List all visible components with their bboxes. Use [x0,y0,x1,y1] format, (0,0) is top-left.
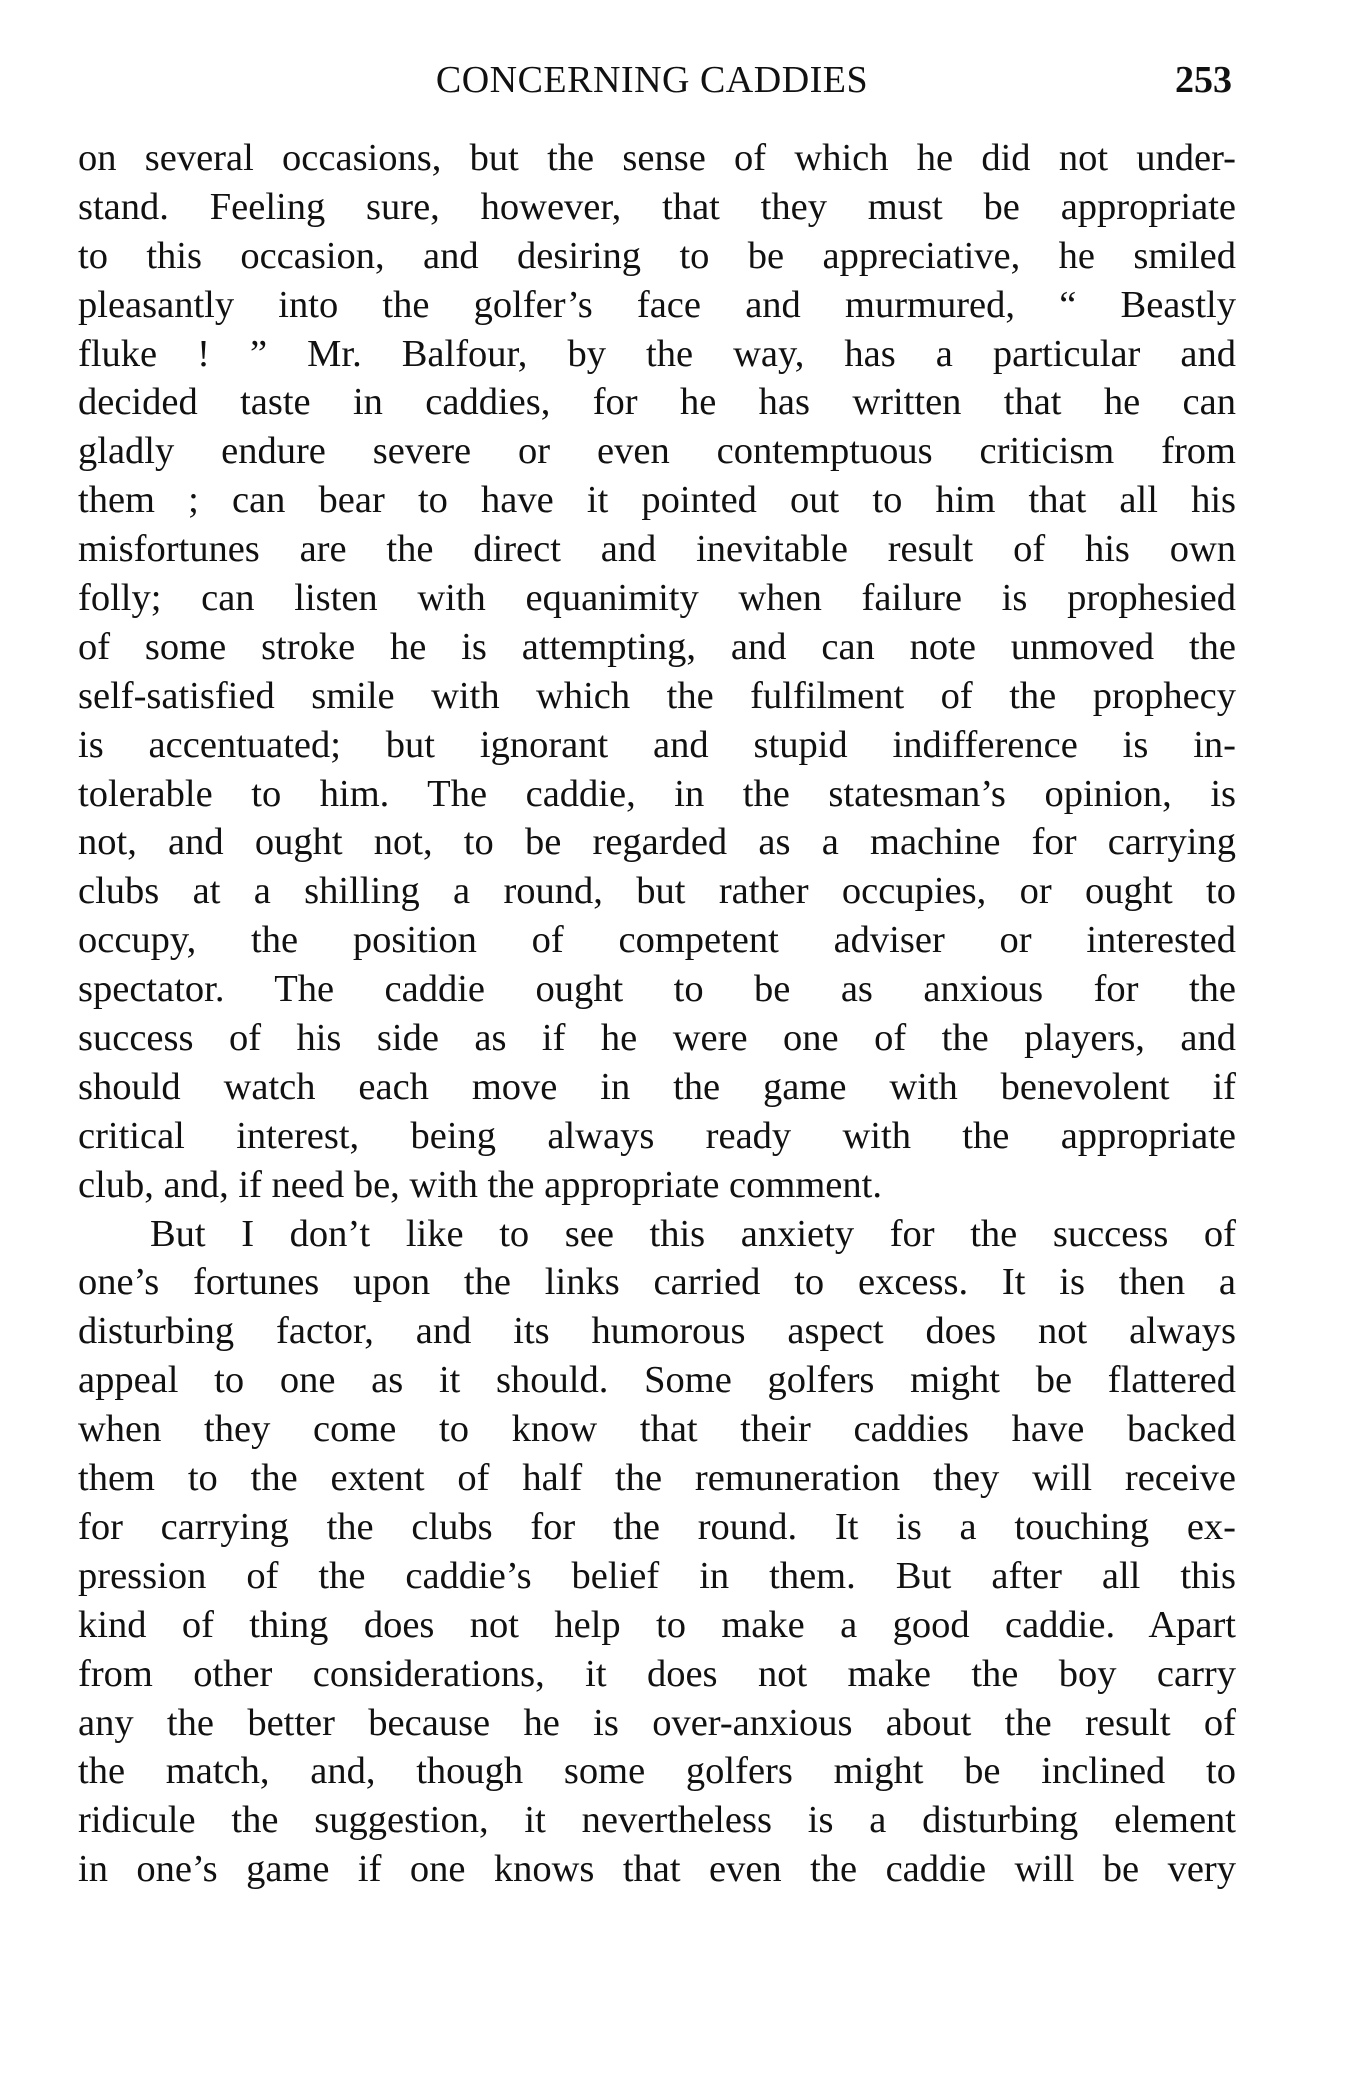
text-line: critical interest, being always ready with the appropriate [78,1114,1236,1157]
text-line: clubs at a shilling a round, but rather occupies, or ought to [78,870,1236,913]
text-line: pleasantly into the golfer’s face and murmured, “ Beastly [78,283,1236,326]
text-line: them to the extent of half the remuneration they will receive [78,1457,1236,1500]
text-line: one’s fortunes upon the links carried to excess. It is then a [78,1261,1236,1304]
text-line: tolerable to him. The caddie, in the statesman’s opinion, is [78,772,1236,815]
text-line: to this occasion, and desiring to be appreciative, he smiled [78,234,1236,277]
text-line: in one’s game if one knows that even the caddie will be very [78,1848,1236,1891]
text-line: folly; can listen with equanimity when failure is prophesied [78,577,1236,620]
text-line: appeal to one as it should. Some golfers might be flattered [78,1359,1236,1402]
running-title: CONCERNING CADDIES [435,59,869,101]
text-line: spectator. The caddie ought to be as anxious for the [78,968,1236,1011]
body-text [78,134,1236,1894]
text-line: club, and, if need be, with the appropriate comment. [78,1163,882,1206]
text-line: fluke ! ” Mr. Balfour, by the way, has a particular and [78,332,1236,375]
text-line: misfortunes are the direct and inevitable result of his own [78,528,1236,571]
text-line: should watch each move in the game with benevolent if [78,1065,1236,1108]
text-line: not, and ought not, to be regarded as a machine for carrying [78,821,1236,864]
text-line: pression of the caddie’s belief in them. But after all this [78,1554,1236,1597]
text-line: from other considerations, it does not make the boy carry [78,1652,1236,1695]
text-line: But I don’t like to see this anxiety for the success of [150,1212,1236,1255]
page-number: 253 [1175,59,1232,101]
text-line: ridicule the suggestion, it nevertheless is a disturbing element [78,1799,1236,1842]
text-line: occupy, the position of competent adviser or interested [78,919,1236,962]
text-line: stand. Feeling sure, however, that they must be appropriate [78,185,1236,228]
text-line: gladly endure severe or even contemptuous criticism from [78,430,1236,473]
text-line: self-satisfied smile with which the fulfilment of the prophecy [78,674,1236,717]
text-line: any the better because he is over-anxious about the result of [78,1701,1236,1744]
text-line: of some stroke he is attempting, and can note unmoved the [78,625,1236,668]
text-line: when they come to know that their caddies have backed [78,1408,1236,1451]
text-line: success of his side as if he were one of the players, and [78,1017,1236,1060]
page-header [72,58,1232,108]
text-line: disturbing factor, and its humorous aspect does not always [78,1310,1236,1353]
text-line: them ; can bear to have it pointed out to him that all his [78,479,1236,522]
text-line: for carrying the clubs for the round. It is a touching ex- [78,1505,1236,1548]
text-line: the match, and, though some golfers might be inclined to [78,1750,1236,1793]
text-line: is accentuated; but ignorant and stupid indifference is in- [78,723,1236,766]
text-line: decided taste in caddies, for he has written that he can [78,381,1236,424]
text-line: kind of thing does not help to make a good caddie. Apart [78,1603,1236,1646]
text-line: on several occasions, but the sense of which he did not under- [78,137,1236,179]
